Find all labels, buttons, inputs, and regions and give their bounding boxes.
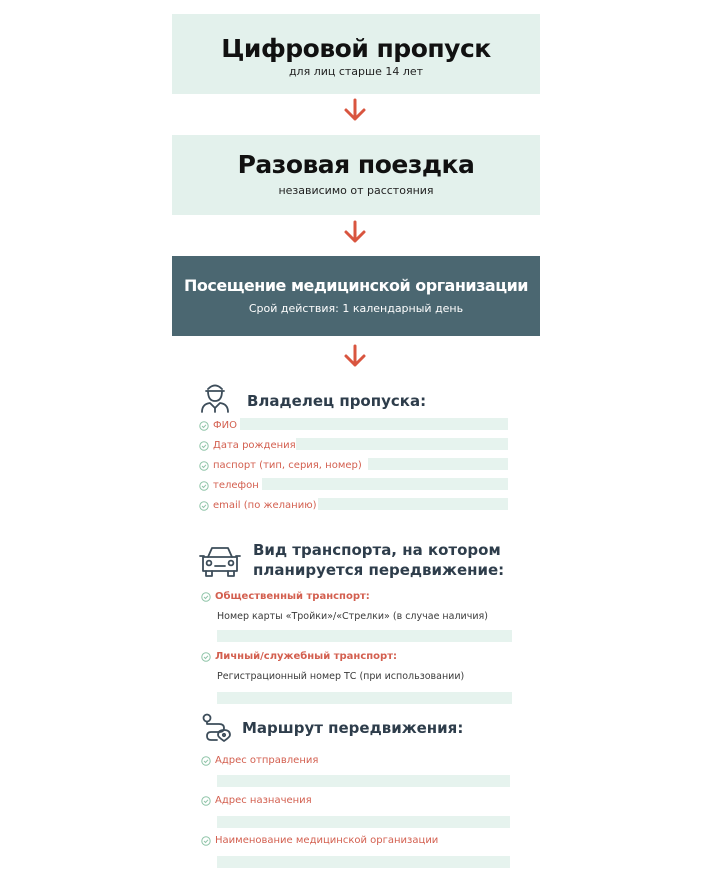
- check-circle-icon: [201, 836, 211, 846]
- field-private-transport: [201, 649, 397, 664]
- card-subtitle: Срой действия: 1 календарный день: [248, 302, 464, 315]
- field-label: телефон: [213, 479, 259, 491]
- field-label: паспорт (тип, серия, номер): [213, 459, 362, 471]
- private-transport-note: Регистрационный номер ТС (при использовании): [217, 671, 465, 682]
- route-icon: [200, 712, 232, 744]
- private-transport-input-line[interactable]: [217, 692, 512, 704]
- check-circle-icon: [201, 592, 211, 602]
- card-subtitle: для лиц старше 14 лет: [288, 65, 424, 78]
- field-fio: [199, 418, 237, 433]
- medical-org-input-line[interactable]: [217, 856, 510, 868]
- check-circle-icon: [199, 501, 209, 511]
- field-label: Общественный транспорт:: [215, 590, 370, 602]
- transport-title-line2: планируется передвижение:: [253, 561, 505, 579]
- field-medical-org: [201, 833, 438, 848]
- check-circle-icon: [201, 652, 211, 662]
- public-transport-note: Номер карты «Тройки»/«Стрелки» (в случае наличия): [217, 611, 488, 622]
- car-icon: [199, 544, 241, 578]
- field-birthdate: [199, 438, 296, 453]
- arrow-down-icon: [343, 98, 367, 122]
- check-circle-icon: [201, 796, 211, 806]
- card-subtitle: независимо от расстояния: [278, 184, 434, 197]
- destination-input-line[interactable]: [217, 816, 510, 828]
- arrow-down-icon: [343, 220, 367, 244]
- phone-input-line[interactable]: [262, 478, 508, 490]
- fio-input-line[interactable]: [240, 418, 508, 430]
- check-circle-icon: [199, 421, 209, 431]
- card-title: Посещение медицинской организации: [184, 276, 528, 295]
- owner-title: Владелец пропуска:: [247, 392, 427, 410]
- check-circle-icon: [201, 756, 211, 766]
- field-email: [199, 498, 317, 513]
- birthdate-input-line[interactable]: [296, 438, 508, 450]
- field-phone: [199, 478, 259, 493]
- field-label: Личный/служебный транспорт:: [215, 650, 397, 662]
- email-input-line[interactable]: [318, 498, 508, 510]
- card-title: Разовая поездка: [237, 150, 475, 179]
- single-trip-card: [172, 135, 540, 215]
- passport-input-line[interactable]: [368, 458, 508, 470]
- arrow-down-icon: [343, 344, 367, 368]
- check-circle-icon: [199, 441, 209, 451]
- person-icon: [198, 379, 232, 413]
- field-departure: [201, 753, 318, 768]
- field-public-transport: [201, 589, 370, 604]
- check-circle-icon: [199, 461, 209, 471]
- card-title: Цифровой пропуск: [221, 34, 491, 63]
- check-circle-icon: [199, 481, 209, 491]
- field-label: Адрес назначения: [215, 794, 312, 806]
- field-label: email (по желанию): [213, 499, 317, 511]
- route-title: Маршрут передвижения:: [242, 719, 464, 737]
- field-label: Наименование медицинской организации: [215, 834, 439, 846]
- field-destination: [201, 793, 312, 808]
- public-transport-input-line[interactable]: [217, 630, 512, 642]
- field-passport: [199, 458, 362, 473]
- medical-visit-card: [172, 256, 540, 336]
- digital-pass-card: [172, 14, 540, 94]
- field-label: Дата рождения: [213, 439, 296, 451]
- field-label: Адрес отправления: [215, 754, 319, 766]
- field-label: ФИО: [213, 419, 237, 431]
- transport-title-line1: Вид транспорта, на котором: [253, 541, 501, 559]
- departure-input-line[interactable]: [217, 775, 510, 787]
